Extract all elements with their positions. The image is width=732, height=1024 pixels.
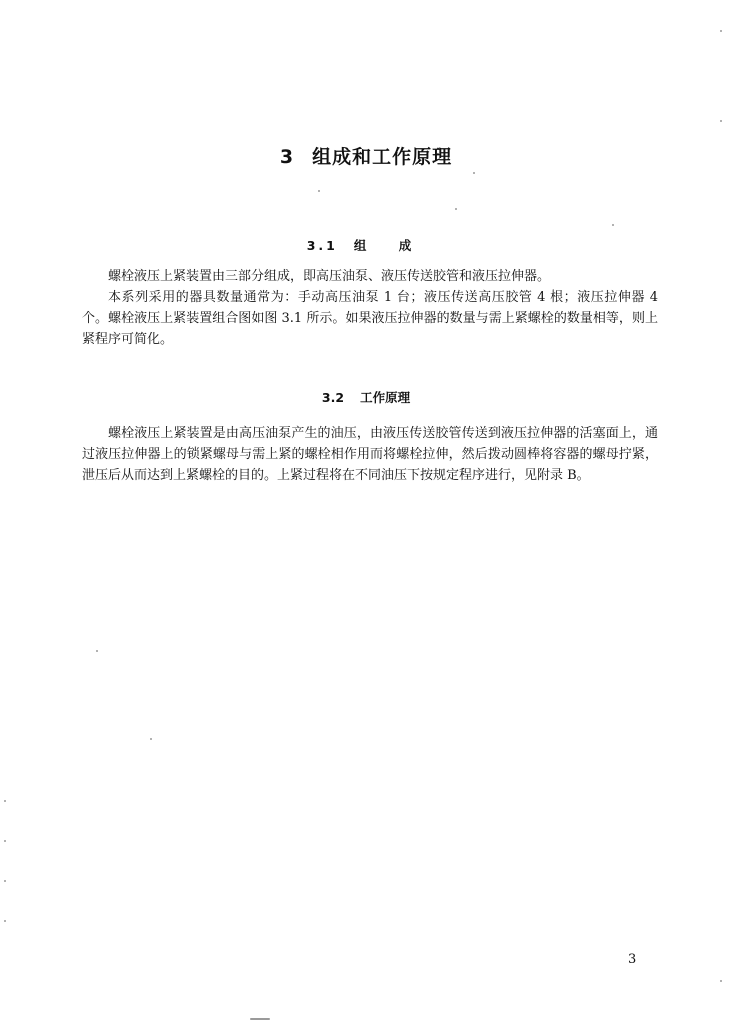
section-title: 组 成	[353, 238, 426, 253]
scan-speck	[250, 1018, 270, 1020]
section-number: 3.1	[306, 238, 338, 253]
page-number: 3	[628, 952, 637, 967]
scan-speck	[720, 120, 722, 122]
chapter-title: 组成和工作原理	[312, 146, 453, 168]
scan-speck	[455, 208, 457, 210]
scan-speck	[318, 190, 320, 192]
scan-speck	[4, 920, 6, 922]
paragraph-equipment-quantity: 本系列采用的器具数量通常为：手动高压油泵 1 台；液压传送高压胶管 4 根；液压拉伸器 4 个。螺栓液压上紧装置组合图如图 3.1 所示。如果液压拉伸器的数量与需上紧螺栓的数量相等，则上紧程序可简化。	[82, 290, 658, 347]
scan-speck	[96, 650, 98, 652]
paragraph-working-principle: 螺栓液压上紧装置是由高压油泵产生的油压，由液压传送胶管传送到液压拉伸器的活塞面上，通过液压拉伸器上的锁紧螺母与需上紧的螺栓相作用而将螺栓拉伸，然后拨动圆棒将容器的螺母拧紧，泄压后从而达到上紧螺栓的目的。上紧过程将在不同油压下按规定程序进行，见附录 B。	[82, 426, 658, 483]
scan-speck	[4, 880, 6, 882]
scan-speck	[720, 980, 722, 982]
chapter-heading	[0, 142, 732, 169]
scan-speck	[720, 30, 722, 32]
scan-speck	[150, 738, 152, 740]
section-heading-3-2	[0, 388, 732, 406]
scan-speck	[4, 840, 6, 842]
paragraph-components: 螺栓液压上紧装置由三部分组成，即高压油泵、液压传送胶管和液压拉伸器。	[108, 269, 551, 284]
section-number: 3.2	[321, 390, 345, 405]
scan-speck	[4, 800, 6, 802]
chapter-number: 3	[279, 146, 295, 168]
scan-speck	[473, 172, 475, 174]
scan-speck	[612, 224, 614, 226]
section-heading-3-1	[0, 236, 732, 254]
section-title: 工作原理	[360, 390, 411, 405]
